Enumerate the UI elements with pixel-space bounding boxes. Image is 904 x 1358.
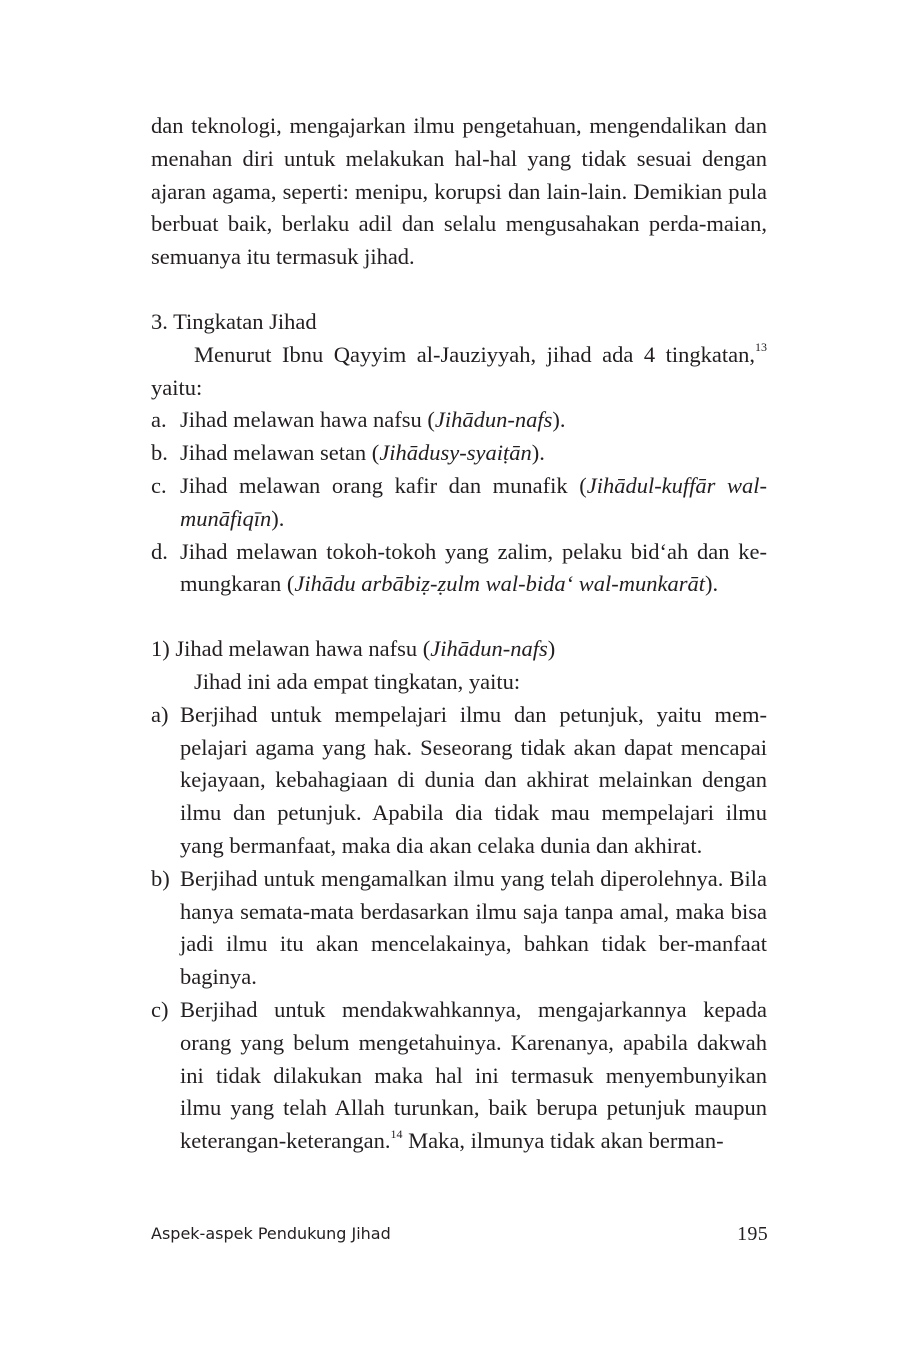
list-item-a: [151, 404, 767, 437]
list-marker: a): [151, 701, 169, 727]
list-item-plain: Jihad melawan setan (: [180, 440, 380, 466]
list-item-d: [151, 536, 767, 602]
footnote-ref-14[interactable]: 14: [390, 1126, 403, 1141]
section-spacer: [151, 274, 767, 306]
list-item-text: Berjihad untuk mengamalkan ilmu yang telah diperolehnya. Bila hanya semata-mata berdasarkan ilmu saja tanpa amal, maka bisa jadi ilmu itu akan mencelakainya, bahkan tidak ber-manfaat baginya.: [180, 865, 767, 990]
section-3-intro-text: Menurut Ibnu Qayyim al-Jauziyyah, jihad ada 4 tingkatan,: [194, 341, 755, 367]
list-item-transliteration: Jihādul-kuffār wal-munāfiqīn: [180, 472, 767, 531]
list-item-plain: Jihad melawan tokoh-tokoh yang zalim, pelaku bid‘ah dan ke-mungkaran (: [180, 538, 767, 597]
list-item-b: [151, 437, 767, 470]
list-item-tail: ).: [531, 440, 545, 466]
list-item-text: [180, 437, 767, 470]
list-item-tail: ).: [704, 571, 719, 597]
list-item-tail: ).: [552, 407, 566, 433]
page-number: 195: [737, 1223, 768, 1245]
list-item-text-main: Berjihad untuk mendakwahkannya, mengajarkannya kepada orang yang belum mengetahuinya. Karenanya, apabila dakwah ini tidak dilakukan maka hal ini termasuk menyembunyikan ilmu yang telah Allah turunkan, baik berupa petunjuk maupun keterangan-keterangan.: [180, 996, 767, 1154]
list-item-c: [151, 470, 767, 536]
subsection-heading-transliteration: Jihādun-nafs: [430, 636, 548, 662]
list-marker: d.: [151, 538, 168, 564]
list-item-plain: Jihad melawan orang kafir dan munafik (: [180, 472, 587, 498]
list-item-c-paren: [151, 994, 767, 1158]
list-item-b-paren: [151, 863, 767, 994]
list-item-text: [180, 470, 767, 536]
list-item-transliteration: Jihādusy-syaiṭān: [379, 440, 532, 466]
list-item-text: [180, 994, 767, 1158]
list-marker: c): [151, 996, 169, 1022]
subsection-heading-plain: 1) Jihad melawan hawa nafsu (: [151, 636, 431, 662]
page-body: [151, 110, 767, 1158]
subsection-heading-tail: ): [547, 636, 556, 662]
list-item-tail: ).: [271, 505, 285, 531]
list-item-plain: Jihad melawan hawa nafsu (: [180, 407, 435, 433]
section-spacer: [151, 601, 767, 633]
paragraph-intro: dan teknologi, mengajarkan ilmu pengetahuan, mengendalikan dan menahan diri untuk melakukan hal-hal yang tidak sesuai dengan ajaran agama, seperti: menipu, korupsi dan lain-lain. Demikian pula berbuat baik, berlaku adil dan selalu mengusahakan perda-maian, semuanya itu termasuk jihad.: [151, 113, 767, 270]
list-marker: c.: [151, 472, 167, 498]
list-item-transliteration: Jihādu arbābiẓ-ẓulm wal-bida‘ wal-munkarāt: [294, 571, 705, 597]
section-3-intro-tail: yaitu:: [151, 374, 203, 400]
list-item-text: [180, 536, 767, 602]
list-item-text: [180, 404, 767, 437]
section-3-intro: [151, 339, 767, 405]
section-3-heading: 3. Tingkatan Jihad: [151, 308, 317, 334]
list-marker: b.: [151, 440, 168, 466]
list-item-text: Berjihad untuk mempelajari ilmu dan petunjuk, yaitu mem-pelajari agama yang hak. Seseorang tidak akan dapat mencapai kejayaan, kebahagiaan di dunia dan akhirat melainkan dengan ilmu dan petunjuk. Apabila dia tidak mau mempelajari ilmu yang bermanfaat, maka dia akan celaka dunia dan akhirat.: [180, 701, 767, 858]
list-item-a-paren: [151, 699, 767, 863]
subsection-1-intro: Jihad ini ada empat tingkatan, yaitu:: [194, 668, 521, 694]
list-item-transliteration: Jihādun-nafs: [434, 407, 553, 433]
list-marker: a.: [151, 407, 167, 433]
page-footer: [151, 1221, 768, 1247]
subsection-1-heading: [151, 633, 767, 666]
list-item-text-tail: Maka, ilmunya tidak akan berman-: [402, 1128, 724, 1154]
footnote-ref-13[interactable]: 13: [755, 340, 767, 355]
running-title: Aspek-aspek Pendukung Jihad: [151, 1224, 391, 1243]
list-marker: b): [151, 865, 170, 891]
